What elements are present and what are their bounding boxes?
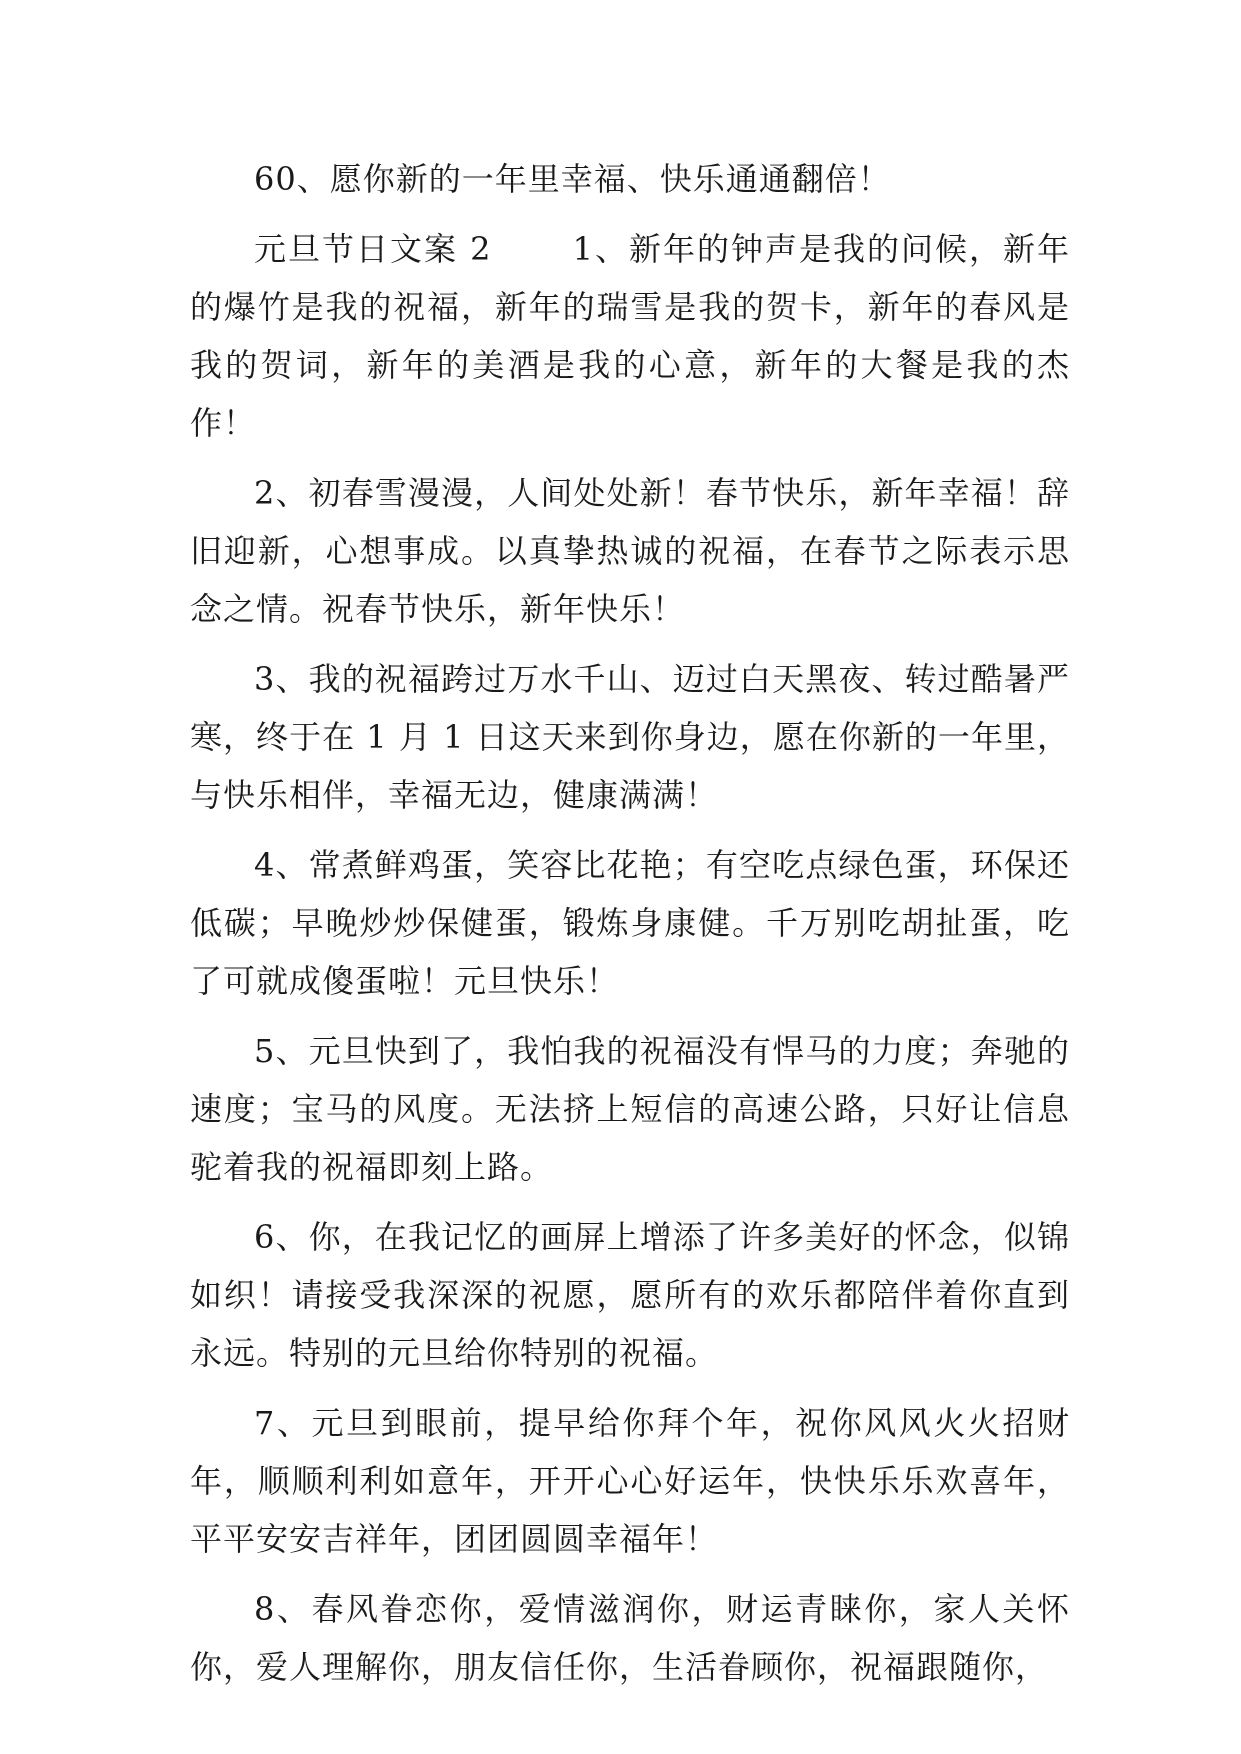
paragraph-8: 8、春风眷恋你，爱情滋润你，财运青睐你，家人关怀你，爱人理解你，朋友信任你，生活眷顾你，祝福跟随你，	[190, 1590, 1070, 1686]
paragraph-3: 3、我的祝福跨过万水千山、迈过白天黑夜、转过酷暑严寒，终于在 1 月 1 日这天来到你身边，愿在你新的一年里，与快乐相伴，幸福无边，健康满满！	[190, 660, 1070, 814]
paragraph-60: 60、愿你新的一年里幸福、快乐通通翻倍！	[254, 160, 891, 198]
paragraph-6: 6、你，在我记忆的画屏上增添了许多美好的怀念，似锦如织！请接受我深深的祝愿，愿所有的欢乐都陪伴着你直到永远。特别的元旦给你特别的祝福。	[190, 1218, 1070, 1372]
paragraph-2: 2、初春雪漫漫，人间处处新！春节快乐，新年幸福！辞旧迎新，心想事成。以真挚热诚的祝福，在春节之际表示思念之情。祝春节快乐，新年快乐！	[190, 474, 1070, 628]
paragraph-5: 5、元旦快到了，我怕我的祝福没有悍马的力度；奔驰的速度；宝马的风度。无法挤上短信的高速公路，只好让信息驼着我的祝福即刻上路。	[190, 1032, 1070, 1186]
document-page	[190, 150, 1070, 1708]
paragraph-7: 7、元旦到眼前，提早给你拜个年，祝你风风火火招财年，顺顺利利如意年，开开心心好运年，快快乐乐欢喜年，平平安安吉祥年，团团圆圆幸福年！	[190, 1404, 1070, 1558]
paragraph-4: 4、常煮鲜鸡蛋，笑容比花艳；有空吃点绿色蛋，环保还低碳；早晚炒炒保健蛋，锻炼身康健。千万别吃胡扯蛋，吃了可就成傻蛋啦！元旦快乐！	[190, 846, 1070, 1000]
paragraph-section-2-item-1: 元旦节日文案 2 1、新年的钟声是我的问候，新年的爆竹是我的祝福，新年的瑞雪是我的贺卡，新年的春风是我的贺词，新年的美酒是我的心意，新年的大餐是我的杰作！	[190, 230, 1070, 442]
